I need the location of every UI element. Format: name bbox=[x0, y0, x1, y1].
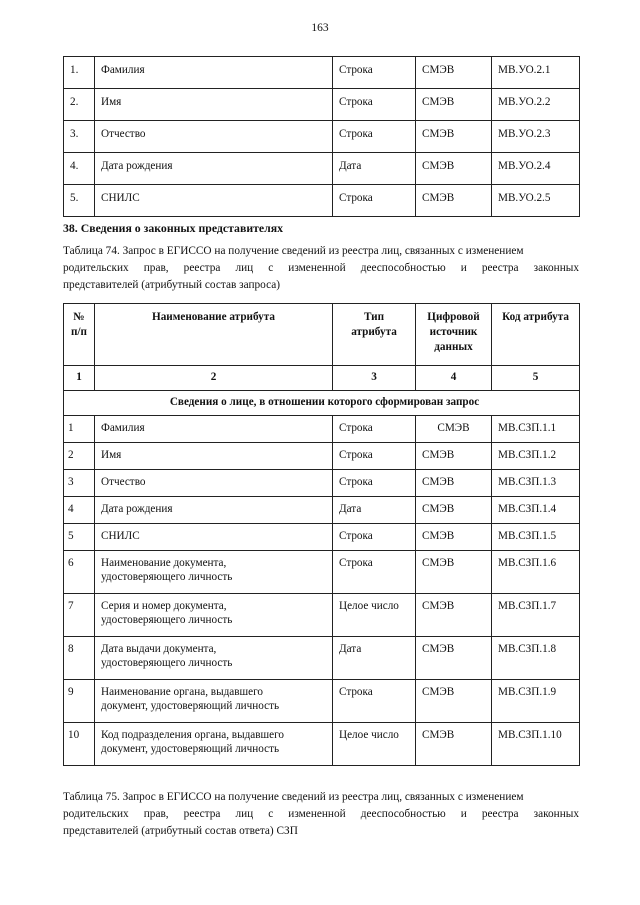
cell-name: Фамилия bbox=[95, 57, 333, 89]
cell-source: СМЭВ bbox=[416, 416, 492, 443]
column-number: 5 bbox=[492, 366, 580, 391]
caption-line: представителей (атрибутный состав запроса) bbox=[63, 279, 281, 291]
column-number: 4 bbox=[416, 366, 492, 391]
table-row bbox=[64, 723, 580, 766]
cell-source: СМЭВ bbox=[416, 551, 492, 594]
table-74-caption bbox=[63, 243, 579, 294]
table-row bbox=[64, 470, 580, 497]
cell-type: Строка bbox=[333, 416, 416, 443]
cell-type: Дата bbox=[333, 497, 416, 524]
cell-num: 8 bbox=[64, 637, 95, 680]
cell-source: СМЭВ bbox=[416, 637, 492, 680]
cell-name: Серия и номер документа, удостоверяющего личность bbox=[95, 594, 333, 637]
header-source: Цифровой источник данных bbox=[416, 304, 492, 366]
cell-source: СМЭВ bbox=[416, 57, 492, 89]
cell-source: СМЭВ bbox=[416, 185, 492, 217]
cell-name: Имя bbox=[95, 89, 333, 121]
cell-num: 4 bbox=[64, 497, 95, 524]
table-row bbox=[64, 637, 580, 680]
cell-name: СНИЛС bbox=[95, 524, 333, 551]
cell-num: 2. bbox=[64, 89, 95, 121]
cell-source: СМЭВ bbox=[416, 723, 492, 766]
column-number: 1 bbox=[64, 366, 95, 391]
cell-name: СНИЛС bbox=[95, 185, 333, 217]
table-row bbox=[64, 594, 580, 637]
cell-source: СМЭВ bbox=[416, 89, 492, 121]
cell-name: Дата выдачи документа, удостоверяющего личность bbox=[95, 637, 333, 680]
group-title: Сведения о лице, в отношении которого сформирован запрос bbox=[64, 391, 580, 416]
table-row bbox=[64, 416, 580, 443]
cell-code: МВ.СЗП.1.5 bbox=[492, 524, 580, 551]
table-row bbox=[64, 443, 580, 470]
cell-name: Наименование документа, удостоверяющего личность bbox=[95, 551, 333, 594]
cell-type: Строка bbox=[333, 185, 416, 217]
cell-name: Код подразделения органа, выдавшего документ, удостоверяющий личность bbox=[95, 723, 333, 766]
attributes-table-continued bbox=[63, 56, 580, 217]
cell-type: Целое число bbox=[333, 594, 416, 637]
cell-code: МВ.УО.2.3 bbox=[492, 121, 580, 153]
table-header-row bbox=[64, 304, 580, 366]
cell-type: Строка bbox=[333, 524, 416, 551]
cell-name: Наименование органа, выдавшего документ, удостоверяющий личность bbox=[95, 680, 333, 723]
table-row bbox=[64, 524, 580, 551]
cell-source: СМЭВ bbox=[416, 497, 492, 524]
table-row bbox=[64, 121, 580, 153]
cell-code: МВ.СЗП.1.10 bbox=[492, 723, 580, 766]
table-75-caption bbox=[63, 789, 579, 840]
cell-source: СМЭВ bbox=[416, 680, 492, 723]
cell-code: МВ.УО.2.4 bbox=[492, 153, 580, 185]
cell-type: Дата bbox=[333, 637, 416, 680]
cell-type: Строка bbox=[333, 551, 416, 594]
cell-name: Фамилия bbox=[95, 416, 333, 443]
cell-name: Имя bbox=[95, 443, 333, 470]
cell-code: МВ.СЗП.1.3 bbox=[492, 470, 580, 497]
cell-source: СМЭВ bbox=[416, 121, 492, 153]
caption-line: родительских прав, реестра лиц с измененной дееспособностью и реестра законных bbox=[63, 808, 579, 820]
cell-code: МВ.СЗП.1.7 bbox=[492, 594, 580, 637]
table-row bbox=[64, 185, 580, 217]
table-74 bbox=[63, 303, 580, 766]
cell-name: Отчество bbox=[95, 470, 333, 497]
cell-source: СМЭВ bbox=[416, 443, 492, 470]
cell-num: 9 bbox=[64, 680, 95, 723]
cell-code: МВ.УО.2.1 bbox=[492, 57, 580, 89]
cell-code: МВ.УО.2.2 bbox=[492, 89, 580, 121]
group-row bbox=[64, 391, 580, 416]
cell-num: 2 bbox=[64, 443, 95, 470]
cell-num: 10 bbox=[64, 723, 95, 766]
caption-line: представителей (атрибутный состав ответа) СЗП bbox=[63, 825, 298, 837]
cell-num: 3 bbox=[64, 470, 95, 497]
table-row bbox=[64, 89, 580, 121]
caption-line: Таблица 74. Запрос в ЕГИССО на получение сведений из реестра лиц, связанных с изменением bbox=[63, 245, 524, 257]
cell-type: Строка bbox=[333, 443, 416, 470]
cell-type: Дата bbox=[333, 153, 416, 185]
header-name: Наименование атрибута bbox=[95, 304, 333, 366]
table-row bbox=[64, 57, 580, 89]
cell-type: Строка bbox=[333, 680, 416, 723]
cell-type: Строка bbox=[333, 470, 416, 497]
cell-num: 1. bbox=[64, 57, 95, 89]
column-number: 2 bbox=[95, 366, 333, 391]
cell-num: 5. bbox=[64, 185, 95, 217]
cell-name: Отчество bbox=[95, 121, 333, 153]
cell-num: 1 bbox=[64, 416, 95, 443]
cell-source: СМЭВ bbox=[416, 153, 492, 185]
cell-type: Строка bbox=[333, 121, 416, 153]
column-number: 3 bbox=[333, 366, 416, 391]
cell-name: Дата рождения bbox=[95, 497, 333, 524]
table-row bbox=[64, 153, 580, 185]
cell-source: СМЭВ bbox=[416, 594, 492, 637]
cell-num: 3. bbox=[64, 121, 95, 153]
cell-code: МВ.СЗП.1.2 bbox=[492, 443, 580, 470]
cell-num: 5 bbox=[64, 524, 95, 551]
cell-num: 7 bbox=[64, 594, 95, 637]
cell-type: Целое число bbox=[333, 723, 416, 766]
table-row bbox=[64, 551, 580, 594]
table-row bbox=[64, 680, 580, 723]
section-title: 38. Сведения о законных представителях bbox=[63, 221, 284, 235]
cell-source: СМЭВ bbox=[416, 524, 492, 551]
column-number-row bbox=[64, 366, 580, 391]
cell-num: 4. bbox=[64, 153, 95, 185]
cell-type: Строка bbox=[333, 57, 416, 89]
table-row bbox=[64, 497, 580, 524]
cell-code: МВ.УО.2.5 bbox=[492, 185, 580, 217]
cell-name: Дата рождения bbox=[95, 153, 333, 185]
cell-code: МВ.СЗП.1.9 bbox=[492, 680, 580, 723]
cell-code: МВ.СЗП.1.6 bbox=[492, 551, 580, 594]
header-num: № п/п bbox=[64, 304, 95, 366]
caption-line: родительских прав, реестра лиц с измененной дееспособностью и реестра законных bbox=[63, 262, 579, 274]
header-code: Код атрибута bbox=[492, 304, 580, 366]
header-type: Тип атрибута bbox=[333, 304, 416, 366]
cell-num: 6 bbox=[64, 551, 95, 594]
cell-code: МВ.СЗП.1.4 bbox=[492, 497, 580, 524]
cell-source: СМЭВ bbox=[416, 470, 492, 497]
page-number: 163 bbox=[311, 22, 329, 34]
cell-code: МВ.СЗП.1.1 bbox=[492, 416, 580, 443]
caption-line: Таблица 75. Запрос в ЕГИССО на получение сведений из реестра лиц, связанных с изменением bbox=[63, 791, 524, 803]
cell-type: Строка bbox=[333, 89, 416, 121]
cell-code: МВ.СЗП.1.8 bbox=[492, 637, 580, 680]
